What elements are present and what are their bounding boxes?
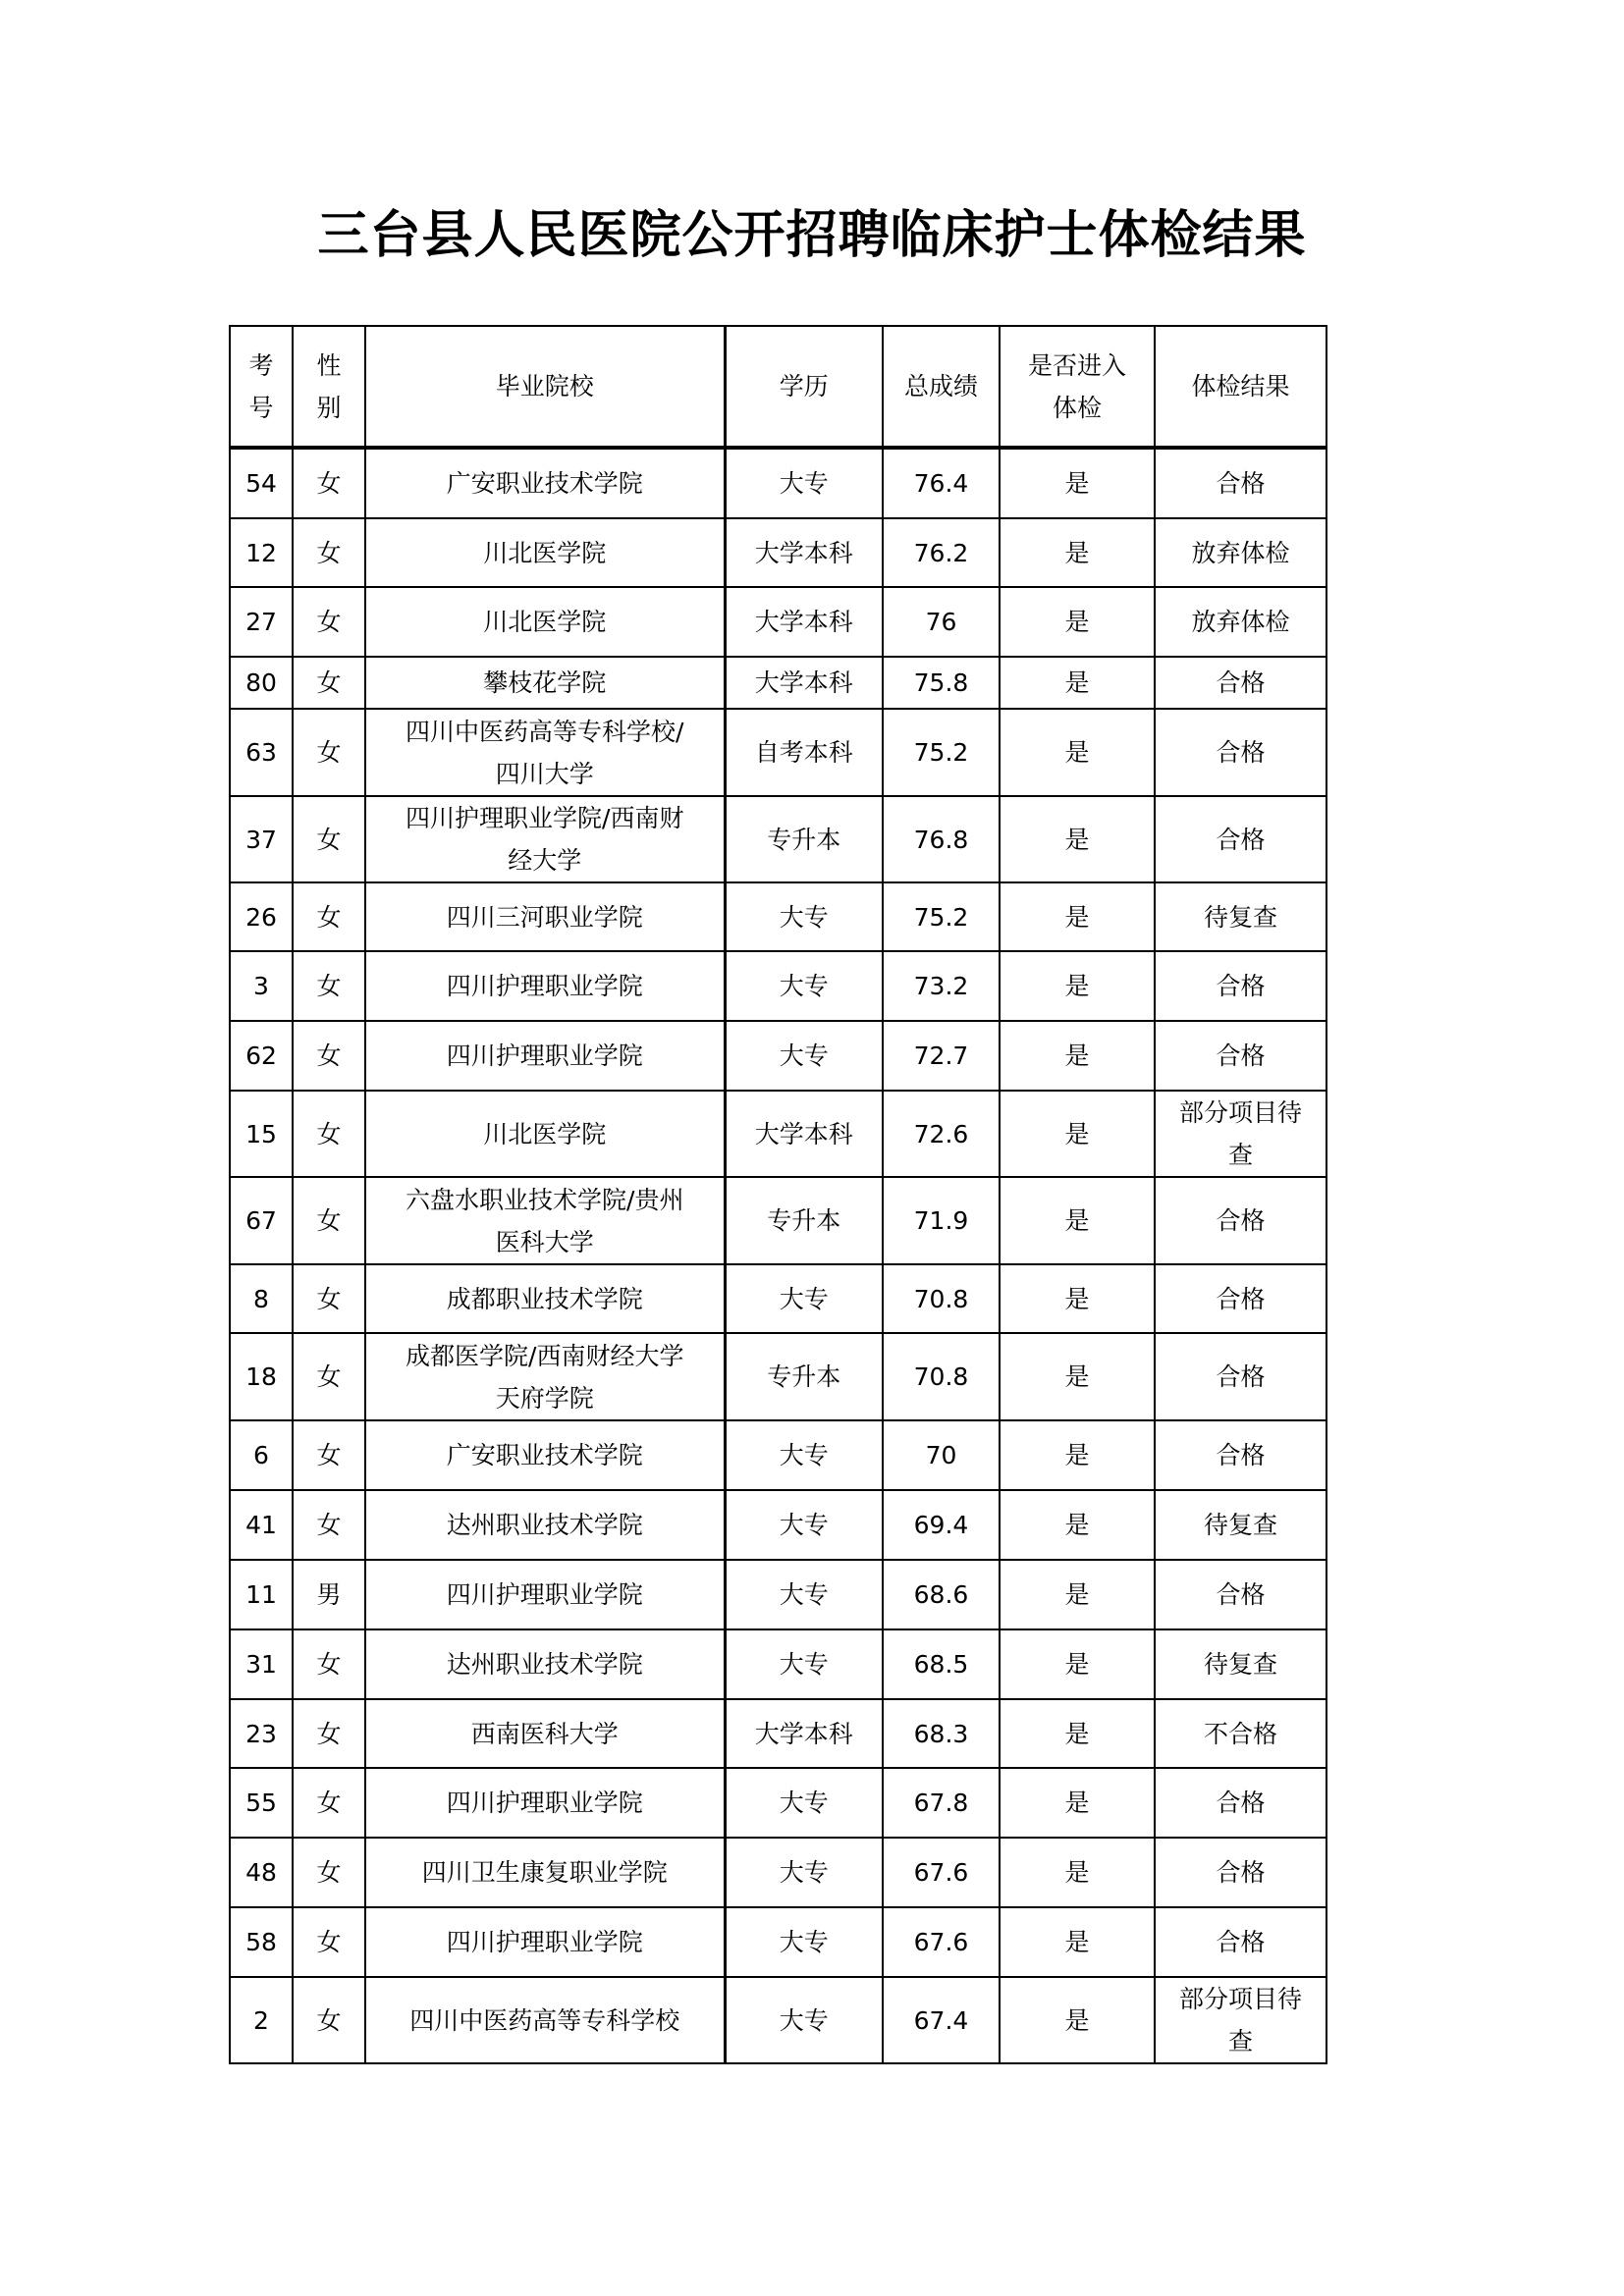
cell-total-score: 68.3: [883, 1699, 1000, 1768]
cell-exam-no: 6: [230, 1420, 293, 1490]
cell-school: 达州职业技术学院: [365, 1629, 725, 1699]
cell-total-score: 67.6: [883, 1838, 1000, 1907]
cell-result: 不合格: [1155, 1699, 1326, 1768]
cell-total-score: 67.4: [883, 1977, 1000, 2063]
cell-result: 合格: [1155, 951, 1326, 1021]
table-row: [230, 1838, 1326, 1907]
cell-education: 大学本科: [725, 1091, 883, 1177]
cell-exam-no: 18: [230, 1333, 293, 1420]
cell-result: 待复查: [1155, 1629, 1326, 1699]
cell-enter-exam: 是: [1000, 1333, 1155, 1420]
table-row: [230, 1420, 1326, 1490]
cell-education: 大专: [725, 1838, 883, 1907]
cell-exam-no: 31: [230, 1629, 293, 1699]
header-gender: 性 别: [293, 326, 365, 448]
cell-total-score: 73.2: [883, 951, 1000, 1021]
cell-school: 川北医学院: [365, 1091, 725, 1177]
cell-enter-exam: 是: [1000, 1177, 1155, 1264]
cell-result: 合格: [1155, 709, 1326, 796]
table-row: [230, 709, 1326, 796]
table-row: [230, 448, 1326, 518]
cell-exam-no: 67: [230, 1177, 293, 1264]
cell-school: 六盘水职业技术学院/贵州 医科大学: [365, 1177, 725, 1264]
cell-education: 专升本: [725, 796, 883, 882]
cell-enter-exam: 是: [1000, 1490, 1155, 1560]
cell-result: 待复查: [1155, 882, 1326, 951]
cell-enter-exam: 是: [1000, 882, 1155, 951]
cell-total-score: 70.8: [883, 1264, 1000, 1333]
header-exam-no: 考 号: [230, 326, 293, 448]
cell-total-score: 67.8: [883, 1768, 1000, 1838]
table-row: [230, 1091, 1326, 1177]
table-row: [230, 1264, 1326, 1333]
cell-school: 攀枝花学院: [365, 657, 725, 709]
cell-education: 大专: [725, 1021, 883, 1091]
cell-exam-no: 8: [230, 1264, 293, 1333]
header-total-score: 总成绩: [883, 326, 1000, 448]
cell-education: 大专: [725, 951, 883, 1021]
table-row: [230, 518, 1326, 587]
cell-result: 部分项目待 查: [1155, 1091, 1326, 1177]
cell-school: 四川三河职业学院: [365, 882, 725, 951]
cell-total-score: 67.6: [883, 1907, 1000, 1977]
cell-enter-exam: 是: [1000, 1977, 1155, 2063]
cell-enter-exam: 是: [1000, 657, 1155, 709]
cell-result: 放弃体检: [1155, 587, 1326, 657]
cell-gender: 女: [293, 1699, 365, 1768]
cell-result: 部分项目待 查: [1155, 1977, 1326, 2063]
cell-education: 专升本: [725, 1177, 883, 1264]
cell-education: 大专: [725, 1560, 883, 1629]
cell-gender: 女: [293, 1264, 365, 1333]
header-result: 体检结果: [1155, 326, 1326, 448]
cell-total-score: 75.8: [883, 657, 1000, 709]
table-row: [230, 1768, 1326, 1838]
cell-gender: 女: [293, 882, 365, 951]
cell-education: 自考本科: [725, 709, 883, 796]
header-education: 学历: [725, 326, 883, 448]
cell-enter-exam: 是: [1000, 1699, 1155, 1768]
table-row: [230, 1177, 1326, 1264]
cell-exam-no: 48: [230, 1838, 293, 1907]
cell-exam-no: 54: [230, 448, 293, 518]
cell-total-score: 70.8: [883, 1333, 1000, 1420]
table-row: [230, 1490, 1326, 1560]
cell-education: 大专: [725, 1768, 883, 1838]
table-body: [230, 448, 1326, 2063]
cell-school: 四川护理职业学院: [365, 1768, 725, 1838]
cell-gender: 女: [293, 1177, 365, 1264]
cell-exam-no: 55: [230, 1768, 293, 1838]
cell-enter-exam: 是: [1000, 1560, 1155, 1629]
cell-enter-exam: 是: [1000, 587, 1155, 657]
cell-gender: 女: [293, 709, 365, 796]
cell-gender: 女: [293, 1021, 365, 1091]
cell-total-score: 72.6: [883, 1091, 1000, 1177]
cell-exam-no: 26: [230, 882, 293, 951]
table-row: [230, 657, 1326, 709]
cell-result: 合格: [1155, 1907, 1326, 1977]
cell-enter-exam: 是: [1000, 1091, 1155, 1177]
table-row: [230, 1333, 1326, 1420]
cell-enter-exam: 是: [1000, 1907, 1155, 1977]
cell-gender: 女: [293, 1420, 365, 1490]
cell-result: 合格: [1155, 448, 1326, 518]
cell-total-score: 68.5: [883, 1629, 1000, 1699]
cell-result: 合格: [1155, 1560, 1326, 1629]
cell-total-score: 70: [883, 1420, 1000, 1490]
cell-school: 川北医学院: [365, 587, 725, 657]
cell-total-score: 76: [883, 587, 1000, 657]
cell-total-score: 68.6: [883, 1560, 1000, 1629]
cell-education: 大专: [725, 1977, 883, 2063]
cell-education: 大专: [725, 1907, 883, 1977]
table-row: [230, 796, 1326, 882]
table-row: [230, 951, 1326, 1021]
cell-education: 大专: [725, 882, 883, 951]
cell-result: 合格: [1155, 1021, 1326, 1091]
cell-total-score: 75.2: [883, 709, 1000, 796]
cell-exam-no: 11: [230, 1560, 293, 1629]
cell-enter-exam: 是: [1000, 796, 1155, 882]
cell-exam-no: 62: [230, 1021, 293, 1091]
cell-result: 合格: [1155, 1333, 1326, 1420]
cell-education: 大专: [725, 1629, 883, 1699]
cell-total-score: 71.9: [883, 1177, 1000, 1264]
cell-gender: 女: [293, 1768, 365, 1838]
cell-education: 大学本科: [725, 1699, 883, 1768]
cell-exam-no: 23: [230, 1699, 293, 1768]
cell-education: 大学本科: [725, 518, 883, 587]
cell-gender: 女: [293, 951, 365, 1021]
cell-total-score: 76.2: [883, 518, 1000, 587]
cell-gender: 女: [293, 448, 365, 518]
cell-result: 放弃体检: [1155, 518, 1326, 587]
cell-school: 四川护理职业学院: [365, 1907, 725, 1977]
cell-gender: 女: [293, 587, 365, 657]
table-row: [230, 1699, 1326, 1768]
cell-result: 合格: [1155, 1768, 1326, 1838]
cell-gender: 女: [293, 1977, 365, 2063]
cell-school: 成都职业技术学院: [365, 1264, 725, 1333]
cell-total-score: 75.2: [883, 882, 1000, 951]
cell-exam-no: 37: [230, 796, 293, 882]
table-row: [230, 1629, 1326, 1699]
cell-gender: 女: [293, 1091, 365, 1177]
cell-exam-no: 80: [230, 657, 293, 709]
header-school: 毕业院校: [365, 326, 725, 448]
document-title: 三台县人民医院公开招聘临床护士体检结果: [317, 205, 1307, 265]
cell-exam-no: 3: [230, 951, 293, 1021]
cell-school: 四川中医药高等专科学校: [365, 1977, 725, 2063]
cell-education: 大专: [725, 1420, 883, 1490]
cell-school: 达州职业技术学院: [365, 1490, 725, 1560]
cell-enter-exam: 是: [1000, 1768, 1155, 1838]
cell-exam-no: 15: [230, 1091, 293, 1177]
cell-exam-no: 41: [230, 1490, 293, 1560]
cell-exam-no: 58: [230, 1907, 293, 1977]
cell-school: 四川护理职业学院: [365, 1560, 725, 1629]
cell-gender: 女: [293, 518, 365, 587]
cell-school: 四川中医药高等专科学校/ 四川大学: [365, 709, 725, 796]
cell-school: 成都医学院/西南财经大学 天府学院: [365, 1333, 725, 1420]
cell-gender: 女: [293, 1838, 365, 1907]
cell-result: 合格: [1155, 1264, 1326, 1333]
table-header-row: [230, 326, 1326, 448]
cell-education: 大学本科: [725, 587, 883, 657]
cell-total-score: 76.4: [883, 448, 1000, 518]
cell-enter-exam: 是: [1000, 1264, 1155, 1333]
cell-enter-exam: 是: [1000, 1420, 1155, 1490]
cell-gender: 女: [293, 1907, 365, 1977]
table-row: [230, 587, 1326, 657]
cell-education: 大专: [725, 1264, 883, 1333]
cell-result: 合格: [1155, 657, 1326, 709]
cell-education: 大专: [725, 448, 883, 518]
table-row: [230, 1560, 1326, 1629]
cell-school: 四川护理职业学院/西南财 经大学: [365, 796, 725, 882]
cell-gender: 女: [293, 1333, 365, 1420]
cell-education: 大专: [725, 1490, 883, 1560]
exam-results-table: [229, 325, 1327, 2064]
cell-total-score: 76.8: [883, 796, 1000, 882]
cell-school: 四川护理职业学院: [365, 1021, 725, 1091]
cell-gender: 女: [293, 657, 365, 709]
cell-education: 专升本: [725, 1333, 883, 1420]
cell-enter-exam: 是: [1000, 709, 1155, 796]
table-row: [230, 1977, 1326, 2063]
table-row: [230, 1907, 1326, 1977]
cell-education: 大学本科: [725, 657, 883, 709]
cell-school: 四川护理职业学院: [365, 951, 725, 1021]
cell-total-score: 69.4: [883, 1490, 1000, 1560]
cell-gender: 女: [293, 1490, 365, 1560]
cell-result: 合格: [1155, 1838, 1326, 1907]
cell-gender: 女: [293, 1629, 365, 1699]
cell-exam-no: 27: [230, 587, 293, 657]
cell-gender: 男: [293, 1560, 365, 1629]
cell-gender: 女: [293, 796, 365, 882]
cell-exam-no: 63: [230, 709, 293, 796]
cell-result: 待复查: [1155, 1490, 1326, 1560]
cell-enter-exam: 是: [1000, 448, 1155, 518]
cell-total-score: 72.7: [883, 1021, 1000, 1091]
cell-school: 西南医科大学: [365, 1699, 725, 1768]
cell-school: 广安职业技术学院: [365, 1420, 725, 1490]
cell-school: 四川卫生康复职业学院: [365, 1838, 725, 1907]
cell-exam-no: 2: [230, 1977, 293, 2063]
cell-enter-exam: 是: [1000, 1838, 1155, 1907]
cell-enter-exam: 是: [1000, 1021, 1155, 1091]
cell-enter-exam: 是: [1000, 1629, 1155, 1699]
cell-result: 合格: [1155, 1420, 1326, 1490]
cell-result: 合格: [1155, 1177, 1326, 1264]
cell-enter-exam: 是: [1000, 951, 1155, 1021]
cell-enter-exam: 是: [1000, 518, 1155, 587]
cell-school: 广安职业技术学院: [365, 448, 725, 518]
table-row: [230, 882, 1326, 951]
header-enter-exam: 是否进入 体检: [1000, 326, 1155, 448]
cell-exam-no: 12: [230, 518, 293, 587]
cell-school: 川北医学院: [365, 518, 725, 587]
cell-result: 合格: [1155, 796, 1326, 882]
table-row: [230, 1021, 1326, 1091]
